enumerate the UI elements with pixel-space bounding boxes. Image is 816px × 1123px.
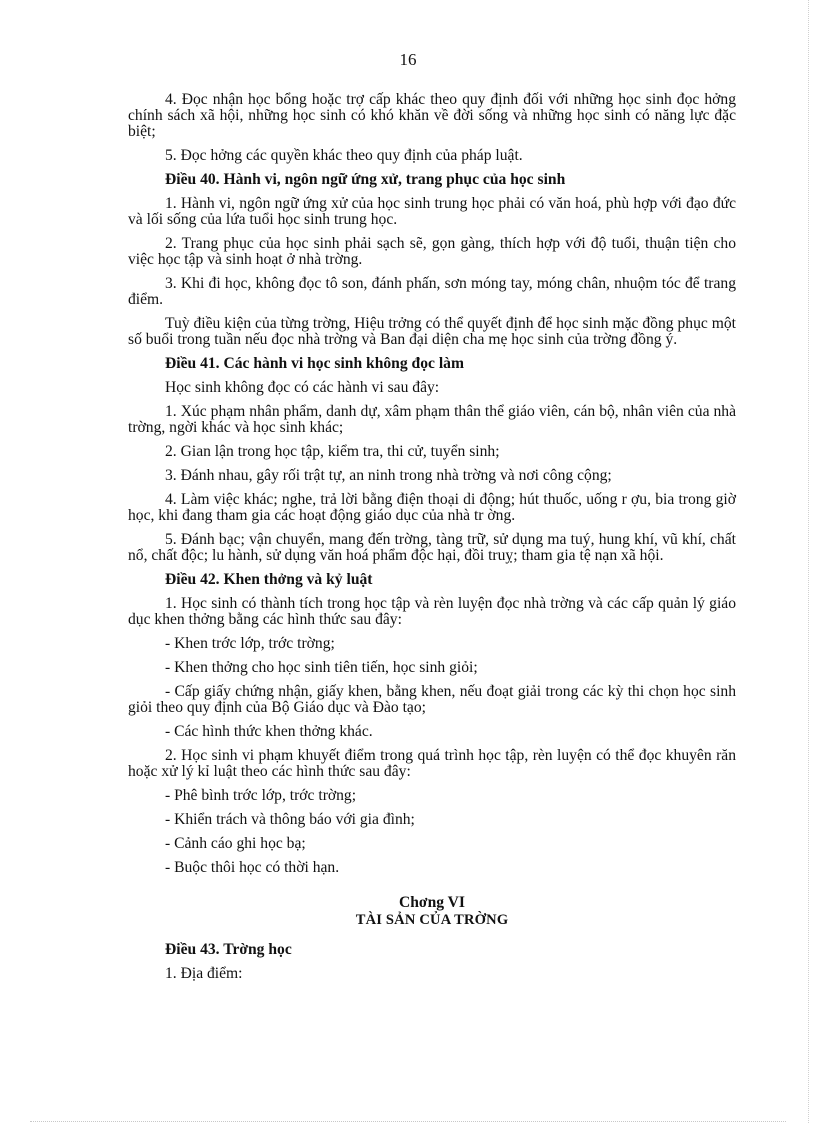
paragraph: - Buộc thôi học có thời hạn. — [165, 859, 340, 876]
paragraph: - Phê bình trớc lớp, trớc trờng; — [165, 787, 357, 804]
paragraph: 4. Làm việc khác; nghe, trả lời bằng điện thoại di động; hút thuốc, uống r ợu, bia trong giờ học, khi đang tham gia các hoạt động giáo dục của nhà tr ờng. — [128, 491, 736, 524]
paragraph: Học sinh không đọc có các hành vi sau đây: — [165, 379, 440, 396]
paragraph: 3. Khi đi học, không đọc tô son, đánh phấn, sơn móng tay, móng chân, nhuộm tóc để trang điểm. — [128, 275, 736, 308]
article-heading: Điều 43. Trờng học — [165, 941, 292, 958]
chapter-text — [128, 942, 736, 982]
paragraph: 1. Học sinh có thành tích trong học tập và rèn luyện đọc nhà trờng và các cấp quản lý giáo dục khen thởng bằng các hình thức sau đây: — [128, 595, 736, 628]
chapter-subtitle: TÀI SẢN CỦA TRỜNG — [355, 912, 509, 928]
paragraph: - Khen trớc lớp, trớc trờng; — [165, 635, 335, 652]
article-heading: Điều 42. Khen thởng và kỷ luật — [165, 571, 373, 588]
paragraph: 5. Đọc hởng các quyền khác theo quy định của pháp luật. — [165, 147, 523, 164]
paragraph: 2. Gian lận trong học tập, kiểm tra, thi cử, tuyển sinh; — [165, 443, 500, 460]
paragraph: 1. Hành vi, ngôn ngữ ứng xử của học sinh trung học phải có văn hoá, phù hợp với đạo đức và lối sống của lứa tuổi học sinh trung học. — [128, 195, 736, 228]
paragraph: 1. Địa điểm: — [165, 965, 243, 982]
paragraph: 2. Học sinh vi phạm khuyết điểm trong quá trình học tập, rèn luyện có thể đọc khuyên răn hoặc xử lý kỉ luật theo các hình thức sau đây: — [128, 747, 736, 780]
page-number: 16 — [399, 50, 417, 69]
chapter-title: Chơng VI — [399, 894, 465, 911]
article-heading: Điều 40. Hành vi, ngôn ngữ ứng xử, trang phục của học sinh — [165, 171, 566, 188]
paragraph: - Khen thởng cho học sinh tiên tiến, học sinh giỏi; — [165, 659, 478, 676]
page-right-border — [808, 0, 809, 1123]
paragraph: - Cảnh cáo ghi học bạ; — [165, 835, 306, 852]
paragraph: 1. Xúc phạm nhân phẩm, danh dự, xâm phạm thân thể giáo viên, cán bộ, nhân viên của nhà trờng, ngời khác và học sinh khác; — [128, 403, 736, 436]
paragraph: - Các hình thức khen thởng khác. — [165, 723, 373, 740]
page-bottom-border — [30, 1121, 786, 1122]
article-heading: Điều 41. Các hành vi học sinh không đọc làm — [165, 355, 464, 372]
paragraph: 2. Trang phục của học sinh phải sạch sẽ, gọn gàng, thích hợp với độ tuổi, thuận tiện cho việc học tập và sinh hoạt ở nhà trờng. — [128, 235, 736, 268]
paragraph: - Cấp giấy chứng nhận, giấy khen, bằng khen, nếu đoạt giải trong các kỳ thi chọn học sinh giỏi theo quy định của Bộ Giáo dục và Đào tạo; — [128, 683, 736, 716]
paragraph: Tuỳ điều kiện của từng trờng, Hiệu trởng có thể quyết định để học sinh mặc đồng phục một số buổi trong tuần nếu đọc nhà trờng và Ban đại diện cha mẹ học sinh của trờng đồng ý. — [128, 315, 736, 348]
paragraph: 4. Đọc nhận học bổng hoặc trợ cấp khác theo quy định đối với những học sinh đọc hởng chính sách xã hội, những học sinh có khó khăn về đời sống và những học sinh có năng lực đặc biệt; — [128, 91, 736, 140]
paragraph: 5. Đánh bạc; vận chuyển, mang đến trờng, tàng trữ, sử dụng ma tuý, hung khí, vũ khí, chất nổ, chất độc; lu hành, sử dụng văn hoá phẩm độc hại, đồi truỵ; tham gia tệ nạn xã hội. — [128, 531, 736, 564]
paragraph: 3. Đánh nhau, gây rối trật tự, an ninh trong nhà trờng và nơi công cộng; — [165, 467, 612, 484]
paragraph: - Khiển trách và thông báo với gia đình; — [165, 811, 415, 828]
page-body — [128, 92, 736, 990]
main-text — [128, 92, 736, 876]
